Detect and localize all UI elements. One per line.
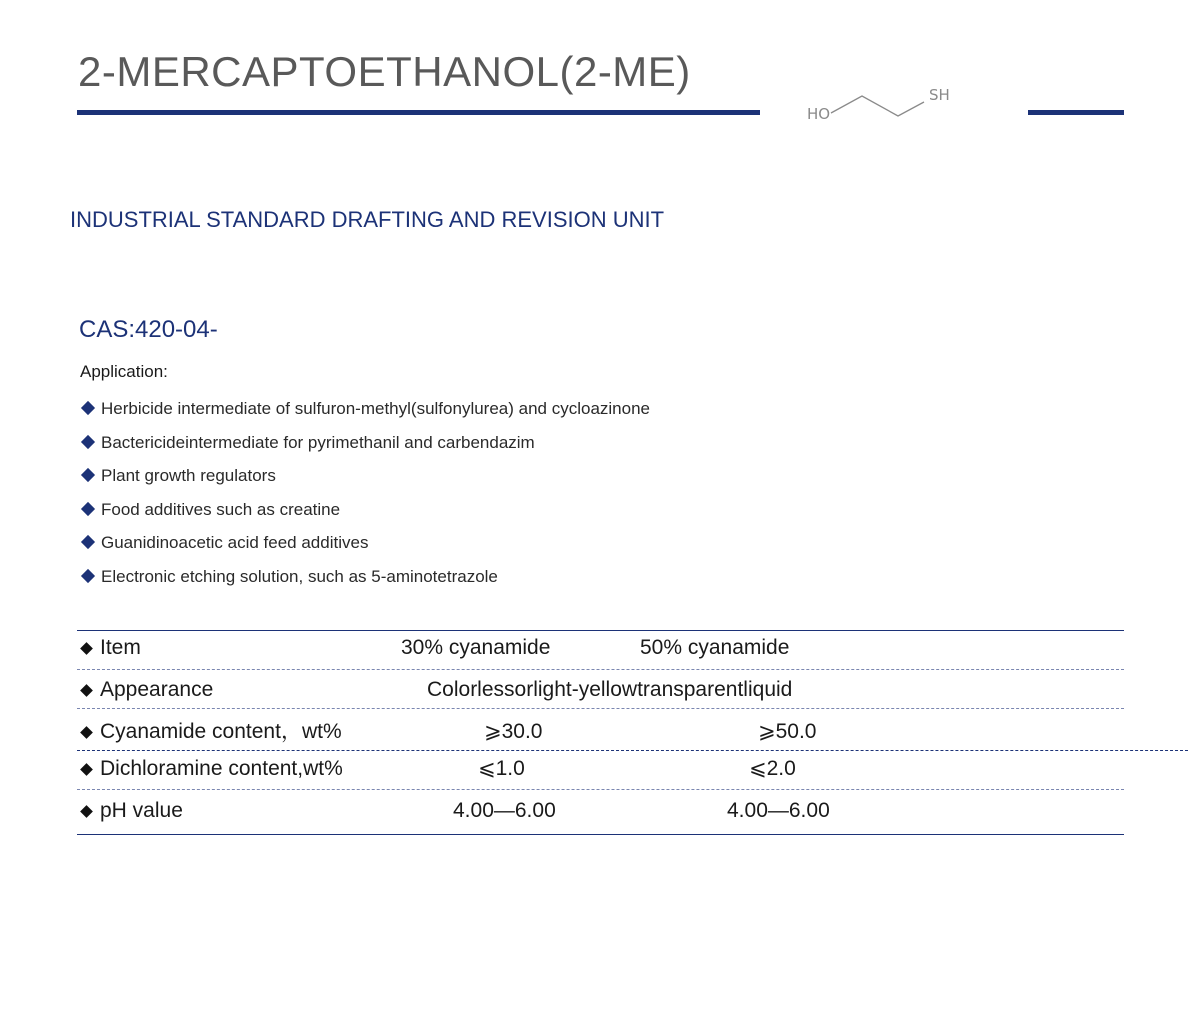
table-header-col2: 50% cyanamide (640, 636, 790, 659)
molecule-left-label: HO (807, 105, 831, 123)
table-header-item: Item (77, 636, 141, 660)
title-underline-right (1028, 110, 1124, 115)
diamond-bullet-icon (81, 568, 95, 582)
diamond-bullet-icon (80, 642, 93, 655)
diamond-bullet-icon (80, 763, 93, 776)
list-item: Plant growth regulators (80, 465, 650, 499)
table-row-item: Dichloramine content,wt% (77, 757, 343, 781)
list-item: Electronic etching solution, such as 5-aminotetrazole (80, 566, 650, 600)
diamond-bullet-icon (81, 401, 95, 415)
table-cell-col1: ⩾30.0 (484, 720, 543, 743)
table-cell-col2: ⩽2.0 (749, 757, 796, 780)
diamond-bullet-icon (81, 468, 95, 482)
molecule-right-label: SH (929, 86, 950, 104)
list-item: Guanidinoacetic acid feed additives (80, 532, 650, 566)
molecule-structure-icon (800, 80, 960, 130)
diamond-bullet-icon (80, 684, 93, 697)
page-title: 2-MERCAPTOETHANOL(2-ME) (78, 48, 691, 95)
diamond-bullet-icon (81, 535, 95, 549)
list-item: Herbicide intermediate of sulfuron-methyl(sulfonylurea) and cycloazinone (80, 398, 650, 432)
table-top-rule (77, 630, 1124, 631)
cas-number: CAS:420-04- (79, 316, 218, 343)
table-cell-col2: 4.00—6.00 (727, 799, 830, 822)
table-cell-col2: ⩾50.0 (758, 720, 817, 743)
diamond-bullet-icon (80, 726, 93, 739)
table-row-item: Cyanamide content，wt% (77, 720, 342, 744)
row-divider (77, 708, 1124, 709)
application-list (80, 398, 650, 599)
table-cell-merged: Colorlessorlight-yellowtransparentliquid (427, 678, 793, 701)
diamond-bullet-icon (80, 805, 93, 818)
table-cell-col1: 4.00—6.00 (453, 799, 556, 822)
application-label: Application: (80, 362, 168, 381)
table-cell-col1: ⩽1.0 (478, 757, 525, 780)
table-bottom-rule (77, 834, 1124, 835)
molecule-bonds (831, 96, 924, 116)
diamond-bullet-icon (81, 434, 95, 448)
row-divider (77, 750, 1188, 751)
list-item: Food additives such as creatine (80, 499, 650, 533)
table-header-col1: 30% cyanamide (401, 636, 551, 659)
list-item: Bactericideintermediate for pyrimethanil and carbendazim (80, 432, 650, 466)
section-heading: INDUSTRIAL STANDARD DRAFTING AND REVISION UNIT (70, 207, 665, 232)
title-underline-left (77, 110, 760, 115)
table-row-item: pH value (77, 799, 183, 823)
diamond-bullet-icon (81, 501, 95, 515)
row-divider (77, 669, 1124, 670)
table-row-item: Appearance (77, 678, 213, 702)
row-divider (77, 789, 1124, 790)
spec-table (77, 630, 1124, 836)
